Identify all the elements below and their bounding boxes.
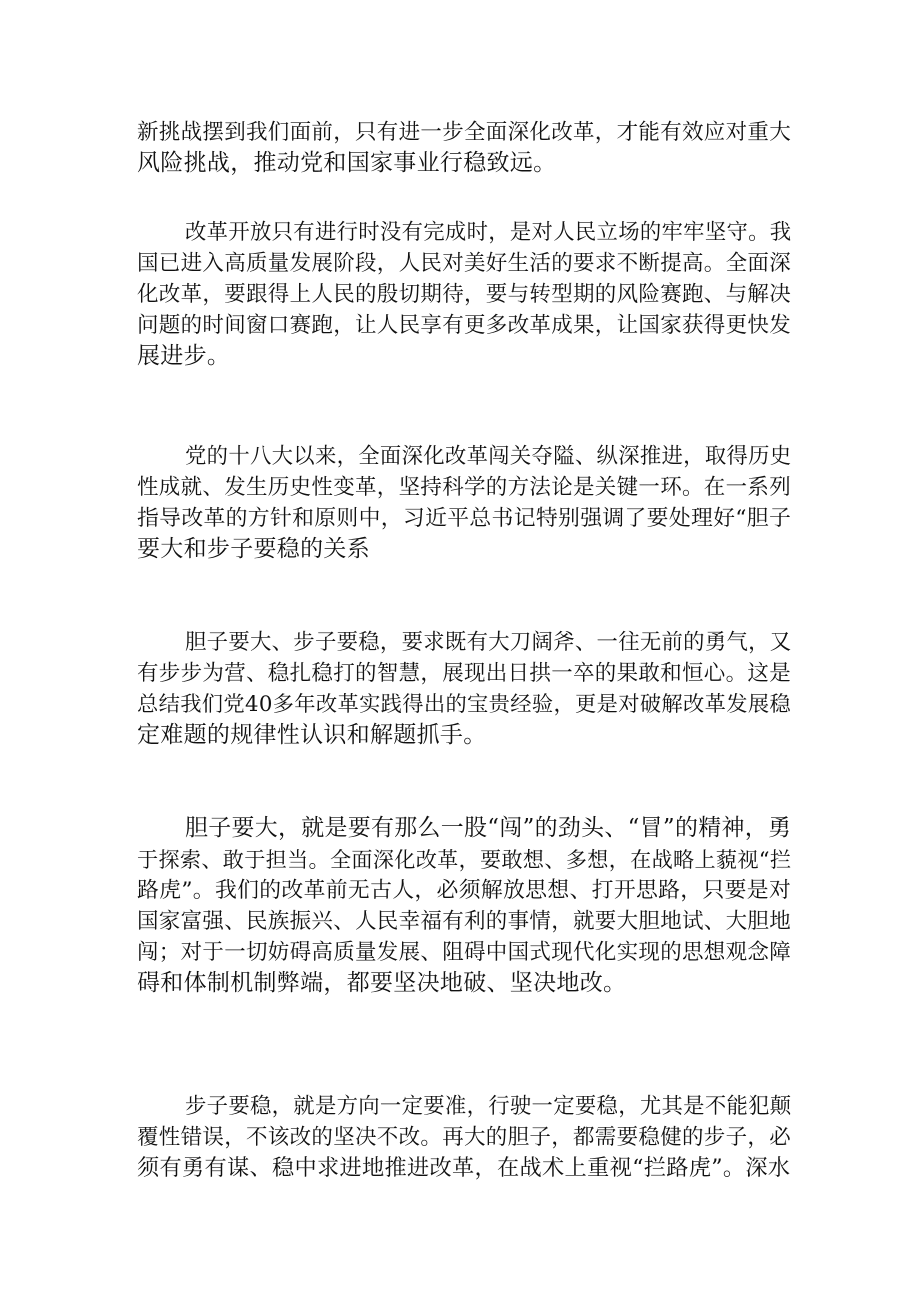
text-line: 党的十八大以来，全面深化改革闯关夺隘、纵深推进，取得历史 [185,444,792,469]
paragraph-2 [137,217,791,372]
paragraph-4 [137,627,791,751]
text-line: 展进步。 [137,343,231,369]
paragraph-3 [137,441,791,565]
paragraph-5 [137,813,791,999]
text-line: 有步步为营、稳扎稳打的智慧，展现出日拱一卒的果敢和恒心。这是 [137,661,792,686]
text-line: 碍和体制机制弊端，都要坚决地破、坚决地改。 [137,970,627,996]
text-line: 步子要稳，就是方向一定要准，行驶一定要稳，尤其是不能犯颠 [185,1094,792,1119]
text-line: 风险挑战，推动党和国家事业行稳致远。 [137,150,557,176]
text-line: 改革开放只有进行时没有完成时，是对人民立场的牢牢坚守。我 [185,220,792,245]
text-line: 性成就、发生历史性变革，坚持科学的方法论是关键一环。在一系列 [137,475,792,500]
paragraph-6 [137,1091,791,1184]
text-line: 化改革，要跟得上人民的殷切期待，要与转型期的风险赛跑、与解决 [137,282,792,307]
text-line: 须有勇有谋、稳中求进地推进改革，在战术上重视“拦路虎”。深水 [137,1155,791,1181]
text-line: 问题的时间窗口赛跑，让人民享有更多改革成果，让国家获得更快发 [137,313,792,338]
text-line: 国已进入高质量发展阶段，人民对美好生活的要求不断提高。全面深 [137,251,792,276]
text-line: 国家富强、民族振兴、人民幸福有利的事情，就要大胆地试、大胆地 [137,909,792,934]
text-line: 于探索、敢于担当。全面深化改革，要敢想、多想，在战略上藐视“拦 [137,847,792,872]
paragraph-1 [137,117,791,179]
text-line: 胆子要大，就是要有那么一股“闯”的劲头、“冒”的精神，勇 [185,815,792,841]
text-line: 定难题的规律性认识和解题抓手。 [137,722,487,748]
text-line: 闯；对于一切妨碍高质量发展、阻碍中国式现代化实现的思想观念障 [137,940,792,965]
text-line: 胆子要大、步子要稳，要求既有大刀阔斧、一往无前的勇气，又 [185,630,792,655]
text-line: 新挑战摆到我们面前，只有进一步全面深化改革，才能有效应对重大 [137,120,792,145]
text-line: 路虎”。我们的改革前无古人，必须解放思想、打开思路，只要是对 [137,878,792,903]
text-line: 要大和步子要稳的关系 [137,536,370,562]
text-line: 总结我们党40多年改革实践得出的宝贵经验，更是对破解改革发展稳 [137,692,792,717]
text-line: 指导改革的方针和原则中，习近平总书记特别强调了要处理好“胆子 [137,506,792,531]
text-line: 覆性错误，不该改的坚决不改。再大的胆子，都需要稳健的步子，必 [137,1125,792,1150]
